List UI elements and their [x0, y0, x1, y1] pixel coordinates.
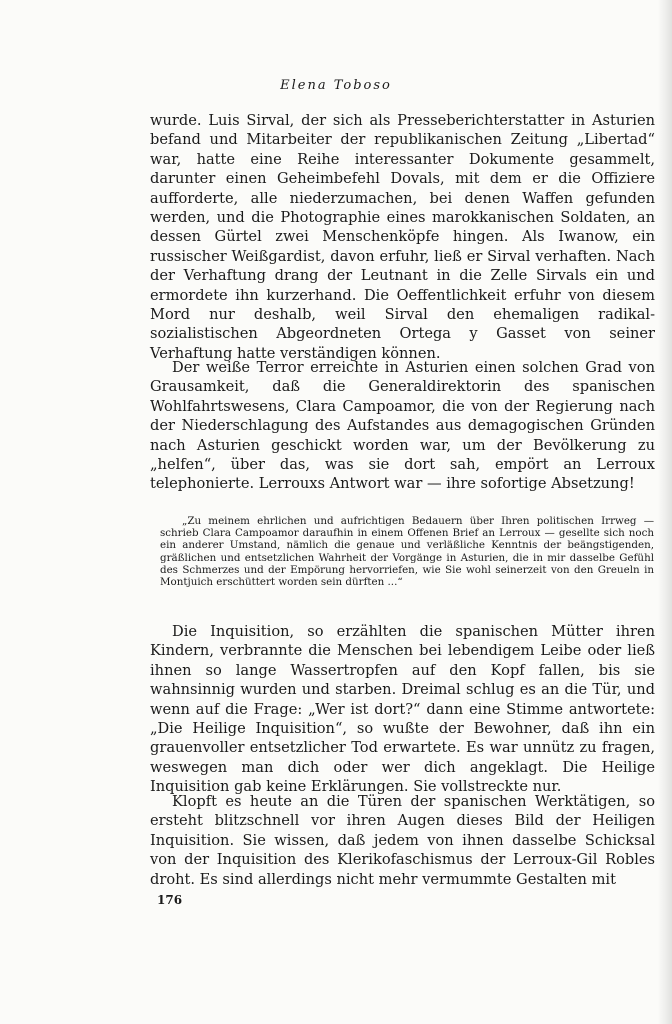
quote-text: „Zu meinem ehrlichen und aufrichtigen Bedauern über Ihren politischen Irrweg — schrieb Clara Campoamor daraufhin in einem Offenen Brief an Lerroux — gesellte sich noch ein anderer Umstand, nämlich die genaue und verläßliche Kenntnis der beängstigenden, gräßlichen und entsetzlichen Wahrheit der Vorgänge in Asturien, die in mir dasselbe Gefühl des Schmerzes und der Empörung hervorriefen, wie Sie wohl seinerzeit von den Greueln in Montjuich erschüttert worden sein dürften ...“ [160, 515, 654, 589]
page-number: 176 [157, 893, 183, 907]
block-quote [160, 515, 654, 588]
page-edge-shadow [658, 0, 672, 1024]
paragraph-1 [150, 111, 655, 363]
paragraph-text: wurde. Luis Sirval, der sich als Presseberichterstatter in Asturien befand und Mitarbeiter der republikanischen Zeitung „Libertad“ war, hatte eine Reihe interessanter Dokumente gesammelt, darunter einen Geheimbefehl Dovals, mit dem er die Offiziere aufforderte, alle niederzumachen, bei denen Waffen gefunden werden, und die Photographie eines marokkanischen Soldaten, an dessen Gürtel zwei Menschenköpfe hingen. Als Iwanow, ein russischer Weißgardist, davon erfuhr, ließ er Sirval verhaften. Nach der Verhaftung drang der Leutnant in die Zelle Sirvals ein und ermordete ihn kurzerhand. Die Oeffentlichkeit erfuhr von diesem Mord nur deshalb, weil Sirval den ehemaligen radikal-sozialistischen Abgeordneten Ortega y Gasset von seiner Verhaftung hatte verständigen können. [150, 112, 655, 362]
paragraph-text: Der weiße Terror erreichte in Asturien einen solchen Grad von Grausamkeit, daß die Generaldirektorin des spanischen Wohlfahrtswesens, Clara Campoamor, die von der Regierung nach der Niederschlagung des Aufstandes aus demagogischen Gründen nach Asturien geschickt worden war, um der Bevölkerung zu „helfen“, über das, was sie dort sah, empört an Lerroux telephonierte. Lerrouxs Antwort war — ihre sofortige Absetzung! [150, 359, 655, 493]
running-header: Elena Toboso [280, 78, 392, 93]
paragraph-text: Die Inquisition, so erzählten die spanischen Mütter ihren Kindern, verbrannte die Menschen bei lebendigem Leibe oder ließ ihnen so lange Wassertropfen auf den Kopf fallen, bis sie wahnsinnig wurden und starben. Dreimal schlug es an die Tür, und wenn auf die Frage: „Wer ist dort?“ dann eine Stimme antwortete: „Die Heilige Inquisition“, so wußte der Bewohner, daß ihn ein grauenvoller entsetzlicher Tod erwartete. Es war unnütz zu fragen, weswegen man dich oder wer dich angeklagt. Die Heilige Inquisition gab keine Erklärungen. Sie vollstreckte nur. [150, 623, 655, 796]
paragraph-4 [150, 792, 655, 889]
paragraph-text: Klopft es heute an die Türen der spanischen Werktätigen, so ersteht blitzschnell vor ihren Augen dieses Bild der Heiligen Inquisition. Sie wissen, daß jedem von ihnen dasselbe Schicksal von der Inquisition des Klerikofaschismus der Lerroux-Gil Robles droht. Es sind allerdings nicht mehr vermummte Gestalten mit [150, 793, 655, 888]
paragraph-3 [150, 622, 655, 797]
paragraph-2 [150, 358, 655, 494]
